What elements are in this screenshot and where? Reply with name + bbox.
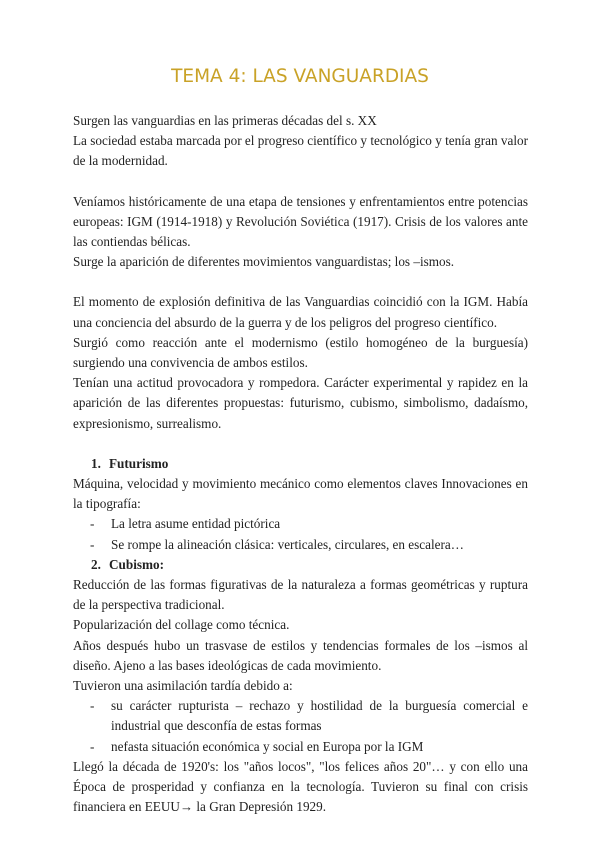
intro-paragraph-2: La sociedad estaba marcada por el progreso científico y tecnológico y tenía gran valor de la modernidad. [73, 133, 528, 169]
list-item: - Se rompe la alineación clásica: verticales, circulares, en escalera… [73, 535, 528, 555]
futurismo-bullet-list [73, 514, 528, 554]
section-futurismo [73, 454, 528, 555]
intro-paragraph-3: Veníamos históricamente de una etapa de tensiones y enfrentamientos entre potencias europeas: IGM (1914-1918) y Revolución Soviética (1917). Crisis de los valores ante las contiendas bélicas. [73, 193, 528, 250]
intro-paragraph-6: Surgió como reacción ante el modernismo (estilo homogéneo de la burguesía) surgiendo una convivencia de ambos estilos. [73, 334, 528, 371]
section-number: 1. [91, 455, 101, 471]
list-item: - su carácter rupturista – rechazo y hostilidad de la burguesía comercial e industrial que desconfía de estas formas [90, 698, 528, 734]
cubismo-paragraph-5: Llegó la década de 1920's: los "años locos", "los felices años 20"… y con ello una Época de prosperidad y confianza en la tecnología. Tuvieron su final con crisis financiera en EEUU→ la Gran Depresión 1929. [73, 758, 528, 815]
dash-marker: - [90, 698, 95, 714]
section-number: 2. [91, 556, 101, 572]
document-body [73, 111, 528, 818]
section-cubismo [73, 555, 528, 818]
section-title: Futurismo [109, 455, 169, 471]
dash-marker: - [90, 516, 95, 532]
cubismo-paragraph-1: Reducción de las formas figurativas de la naturaleza a formas geométricas y ruptura de la perspectiva tradicional. [73, 577, 528, 613]
cubismo-bullet-list [73, 696, 528, 757]
page-title: TEMA 4: LAS VANGUARDIAS [171, 66, 429, 87]
intro-paragraph-5: El momento de explosión definitiva de las Vanguardias coincidió con la IGM. Había una conciencia del absurdo de la guerra y de los peligros del progreso científico. [73, 294, 528, 330]
cubismo-paragraph-3: Años después hubo un trasvase de estilos y tendencias formales de los –ismos al diseño. Ajeno a las bases ideológicas de cada movimiento. [73, 637, 528, 673]
dash-marker: - [90, 738, 95, 754]
cubismo-paragraph-2: Popularización del collage como técnica. [73, 617, 290, 633]
intro-paragraph-4: Surge la aparición de diferentes movimientos vanguardistas; los –ismos. [73, 254, 455, 270]
intro-paragraph-7: Tenían una actitud provocadora y rompedora. Carácter experimental y rapidez en la aparición de las diferentes propuestas: futurismo, cubismo, simbolismo, dadaísmo, expresionismo, surrealismo. [73, 375, 528, 431]
section-heading-cubismo [73, 555, 528, 575]
list-item: - La letra asume entidad pictórica [73, 514, 528, 534]
cubismo-paragraph-4: Tuvieron una asimilación tardía debido a: [73, 678, 293, 694]
intro-paragraph-1: Surgen las vanguardias en las primeras décadas del s. XX [73, 113, 377, 128]
list-item: - nefasta situación económica y social en Europa por la IGM [73, 737, 528, 757]
dash-marker: - [90, 536, 95, 552]
section-title: Cubismo: [109, 556, 164, 572]
futurismo-text: Máquina, velocidad y movimiento mecánico como elementos claves Innovaciones en la tipografía: [73, 476, 528, 512]
section-heading-futurismo [73, 454, 528, 474]
